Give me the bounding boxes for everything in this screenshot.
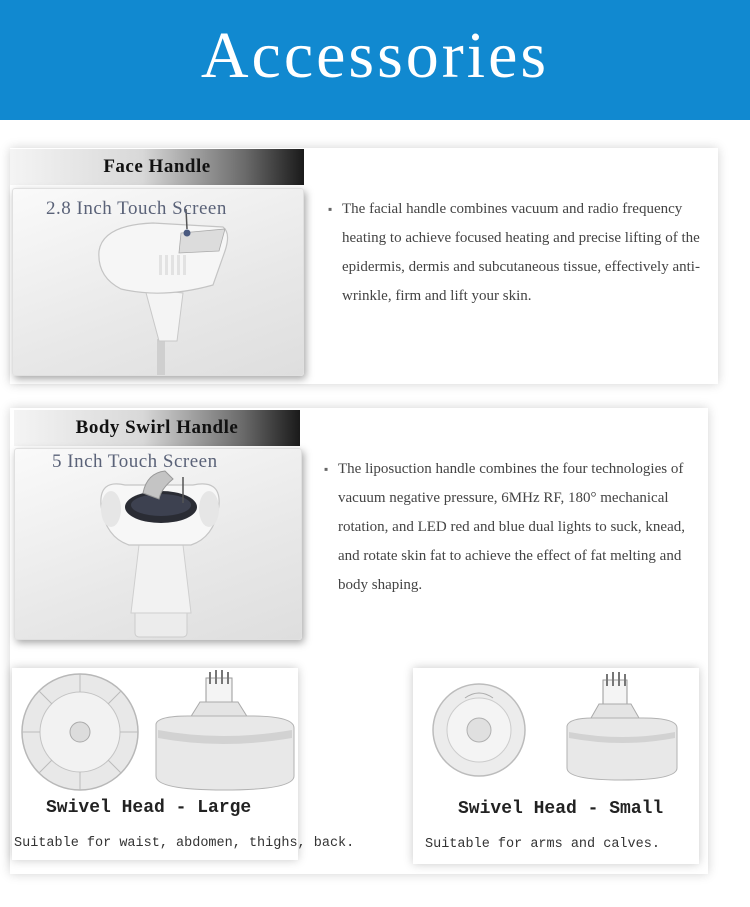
body-handle-description: [324, 455, 700, 600]
body-handle-screen-caption: 5 Inch Touch Screen: [52, 451, 218, 472]
body-handle-description-text: The liposuction handle combines the four technologies of vacuum negative pressure, 6MHz RF, 180° mechanical rotation, and LED red and blue dual lights to suck, knead, and rotate skin fat to achieve the effect of fat melting and body shaping.: [338, 461, 685, 593]
page-header: [0, 0, 750, 120]
body-handle-tab: Body Swirl Handle: [14, 410, 300, 446]
face-handle-description: [328, 195, 708, 311]
swivel-head-small-card: [413, 668, 699, 864]
bullet-icon: ▪: [324, 462, 329, 476]
swivel-head-small-title: Swivel Head - Small: [458, 799, 664, 819]
page-title: Accessories: [200, 19, 550, 92]
face-handle-description-text: The facial handle combines vacuum and radio frequency heating to achieve focused heating and precise lifting of the epidermis, dermis and subcutaneous tissue, effectively anti-wrinkle, firm and lift your skin.: [342, 201, 700, 304]
swivel-head-large-illustration: [12, 668, 298, 798]
face-handle-tab: Face Handle: [10, 149, 304, 185]
body-handle-illustration: [15, 449, 302, 640]
swivel-head-large-title: Swivel Head - Large: [46, 798, 252, 818]
swivel-head-large-card: [12, 668, 298, 860]
swivel-head-small-illustration: [413, 668, 699, 798]
swivel-head-large-description: Suitable for waist, abdomen, thighs, back.: [14, 836, 355, 851]
face-handle-screen-caption: 2.8 Inch Touch Screen: [46, 198, 227, 219]
body-handle-photo: [14, 448, 302, 640]
bullet-icon: ▪: [328, 202, 333, 216]
swivel-head-small-description: Suitable for arms and calves.: [425, 837, 660, 852]
